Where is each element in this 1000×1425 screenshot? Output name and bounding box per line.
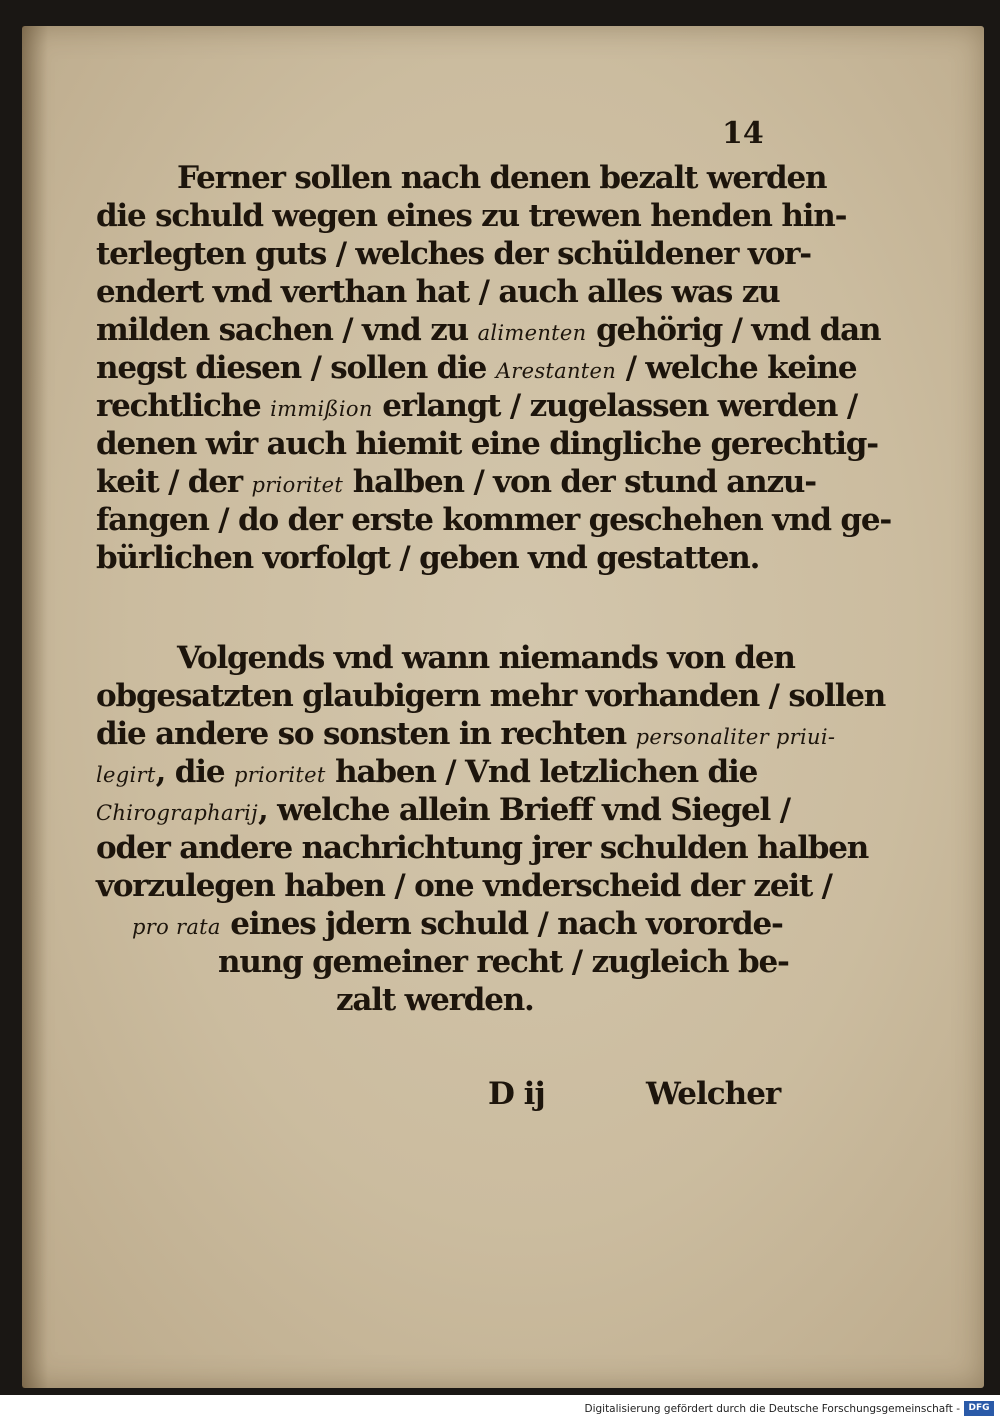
latin-term: Chirographarij <box>96 801 258 825</box>
text-line: negst diesen / sollen die Arestanten / welche keine <box>96 350 857 386</box>
latin-term: prioritet <box>251 473 344 497</box>
latin-term: immißion <box>270 397 373 421</box>
text-line: bürlichen vorfolgt / geben vnd gestatten. <box>96 540 760 576</box>
text-line: die andere so sonsten in rechten personaliter priui- <box>96 716 836 752</box>
text-line: rechtliche immißion erlangt / zugelassen werden / <box>96 388 857 424</box>
page-number: 14 <box>722 116 764 151</box>
text-line: pro rata eines jdern schuld / nach vororde- <box>132 906 783 942</box>
text-line: Ferner sollen nach denen bezalt werden <box>177 160 827 196</box>
text-line: nung gemeiner recht / zugleich be- <box>218 944 789 980</box>
text-line: obgesatzten glaubigern mehr vorhanden / sollen <box>96 678 886 714</box>
signature-mark: D ij <box>488 1076 545 1112</box>
text-line: Volgends vnd wann niemands von den <box>177 640 795 676</box>
text-line: denen wir auch hiemit eine dingliche gerechtig- <box>96 426 878 462</box>
text-line: fangen / do der erste kommer geschehen vnd ge- <box>96 502 892 538</box>
text-line: keit / der prioritet halben / von der stund anzu- <box>96 464 816 500</box>
text-line: oder andere nachrichtung jrer schulden halben <box>96 830 869 866</box>
catchword: Welcher <box>646 1076 781 1112</box>
latin-term: pro rata <box>132 915 221 939</box>
text-line: zalt werden. <box>336 982 534 1018</box>
page-gutter-shadow <box>22 26 48 1388</box>
latin-term: alimenten <box>477 321 587 345</box>
latin-term: prioritet <box>233 763 326 787</box>
text-line: milden sachen / vnd zu alimenten gehörig / vnd dan <box>96 312 881 348</box>
latin-term: personaliter priui- <box>635 725 836 749</box>
latin-term: Arestanten <box>495 359 617 383</box>
text-line: terlegten guts / welches der schüldener vor- <box>96 236 811 272</box>
dfg-logo: DFG <box>964 1401 994 1416</box>
text-line: legirt, die prioritet haben / Vnd letzlichen die <box>96 754 758 790</box>
attribution-text: Digitalisierung gefördert durch die Deutsche Forschungsgemeinschaft - <box>584 1403 960 1415</box>
latin-term: legirt <box>96 763 156 787</box>
text-line: Chirographarij, welche allein Brieff vnd Siegel / <box>96 792 790 828</box>
text-line: die schuld wegen eines zu trewen henden hin- <box>96 198 847 234</box>
text-line: endert vnd verthan hat / auch alles was zu <box>96 274 780 310</box>
text-line: vorzulegen haben / one vnderscheid der zeit / <box>96 868 832 904</box>
attribution-footer <box>0 1395 1000 1425</box>
